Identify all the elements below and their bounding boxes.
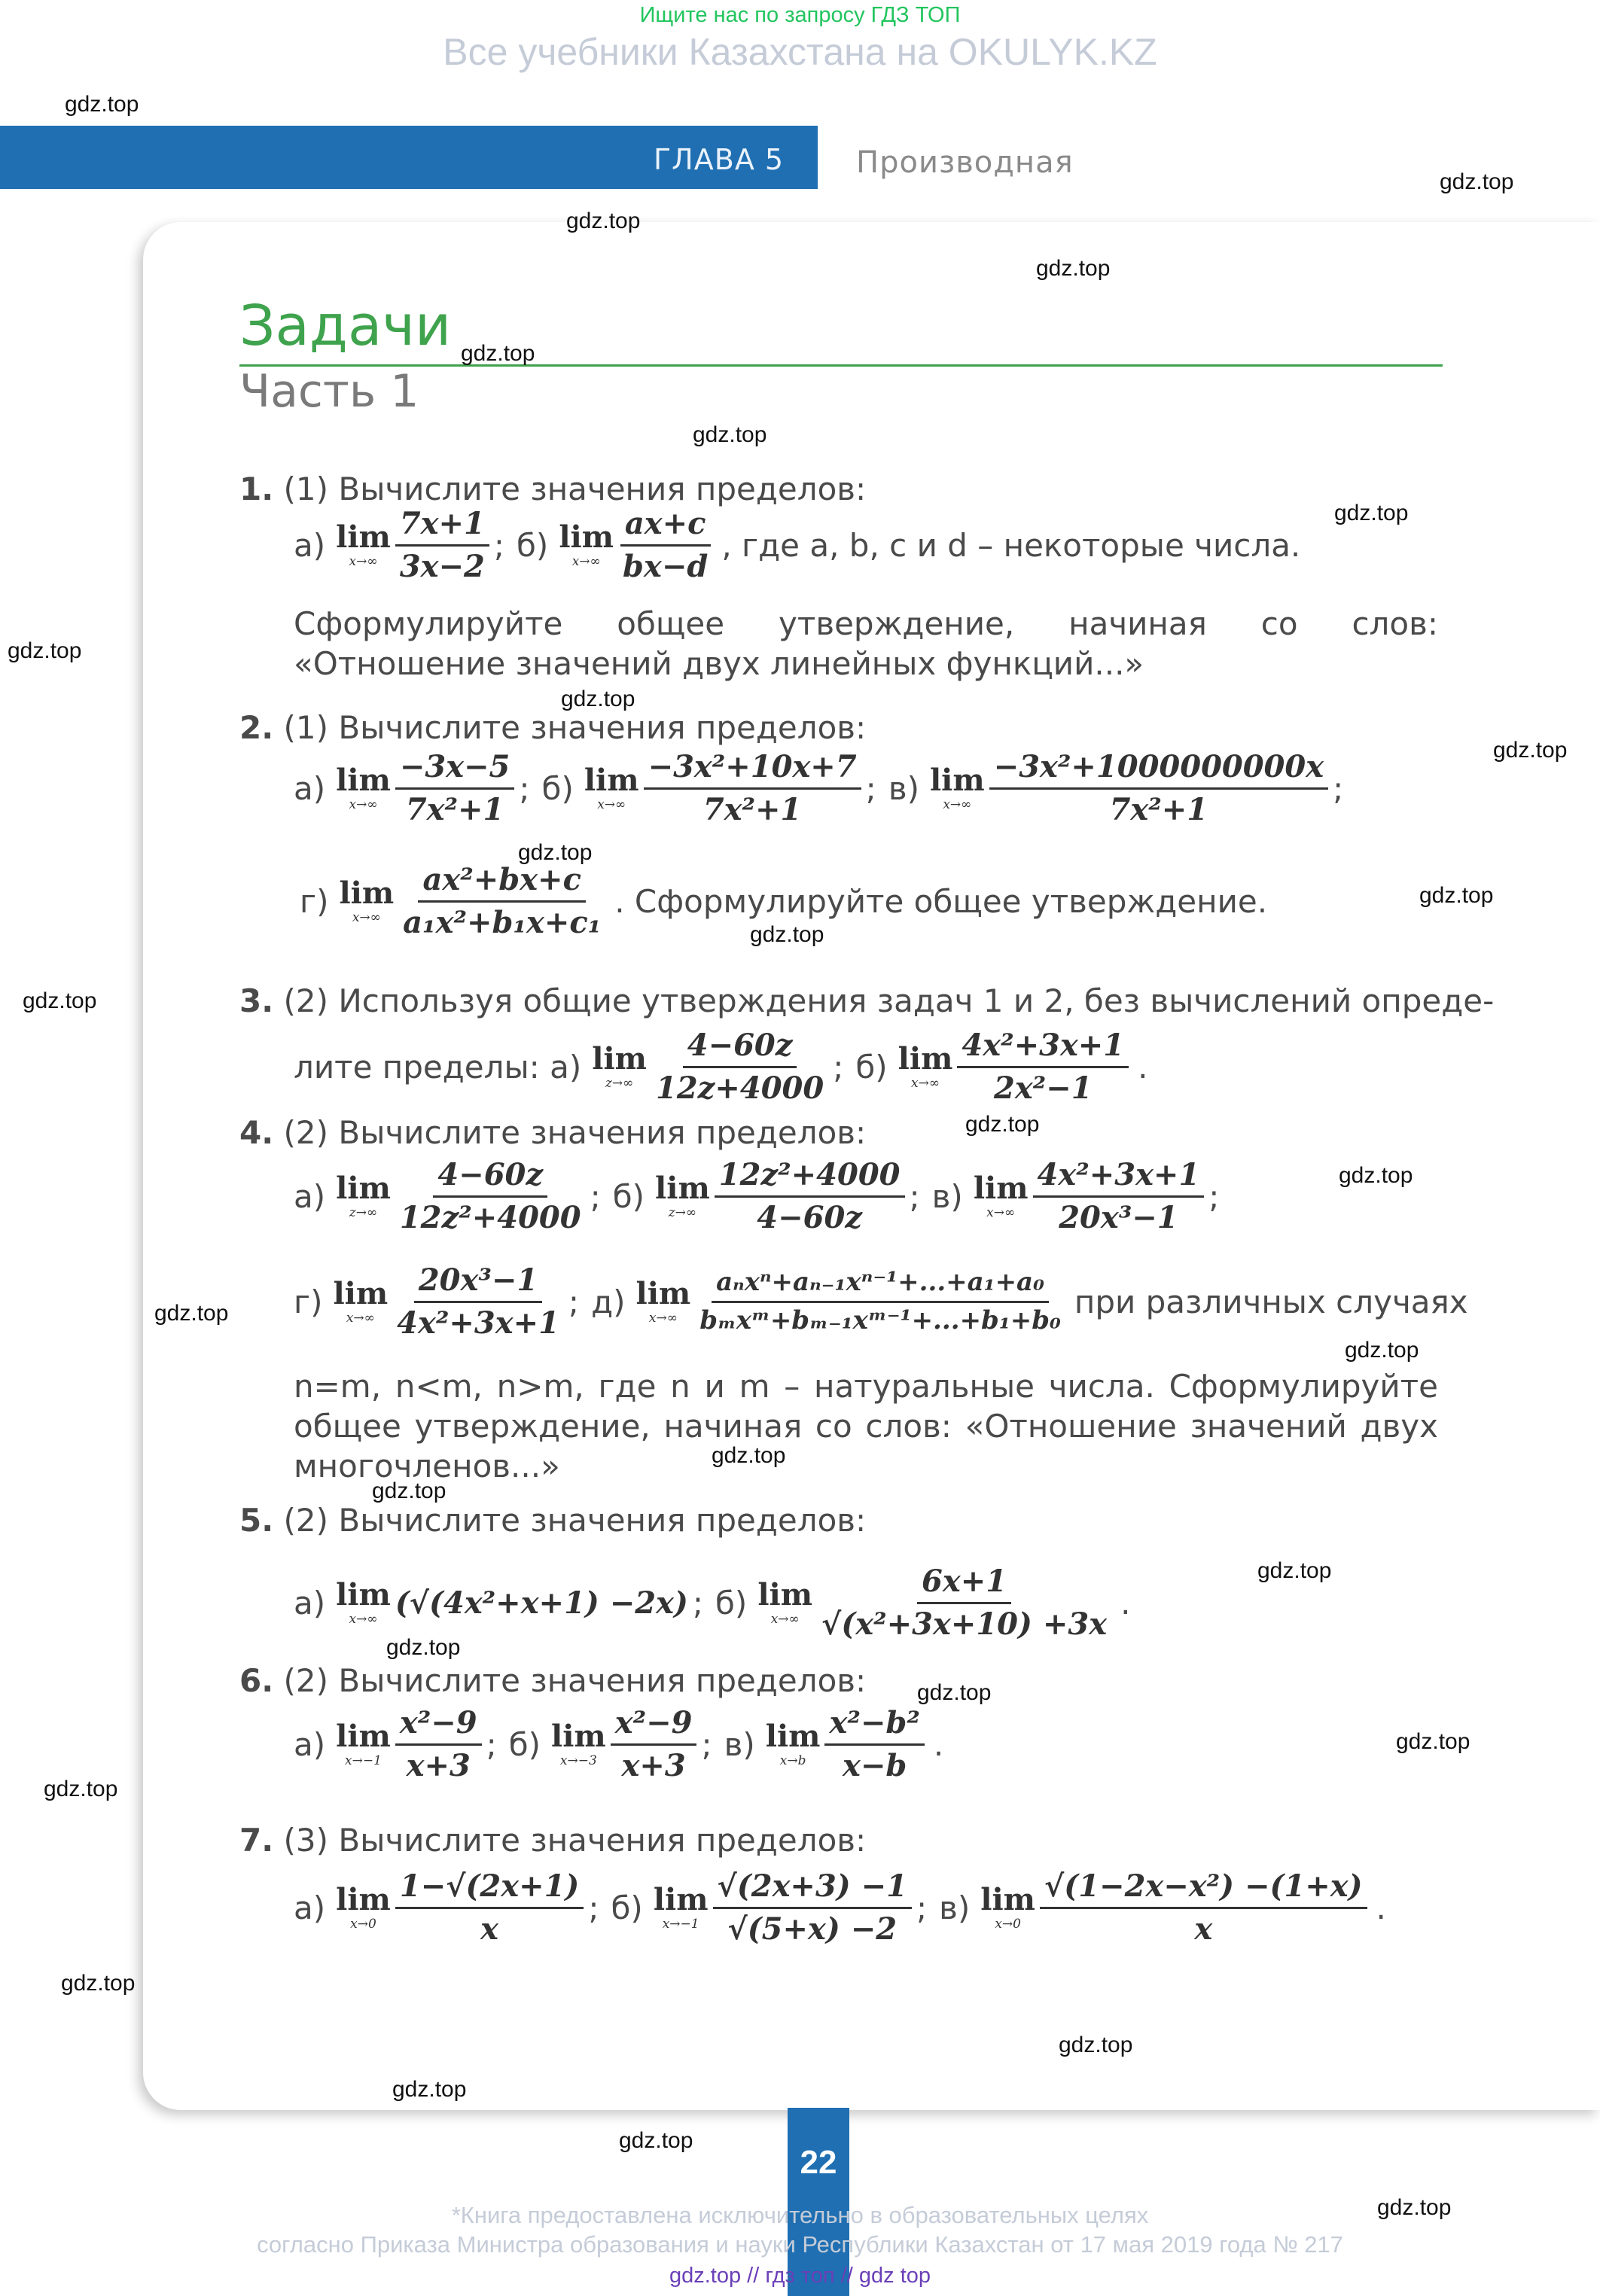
problem-4-heading: 4. (2) Вычислите значения пределов: <box>239 1114 867 1151</box>
footer-disclaimer: *Книга предоставлена исключительно в образовательных целях <box>451 2202 1149 2228</box>
problem-2-heading: 2. (1) Вычислите значения пределов: <box>239 709 867 746</box>
problem-3-heading: 3. (2) Используя общие утверждения задач 1 и 2, без вычислений опреде- <box>239 982 1495 1019</box>
problem-4-formula-row2: г) lim x→∞ $\frac{\text{20x³−1}}{\text{4x²+3x+1}}$ ; д) lim x→∞ $\frac{\text{aₙxⁿ+aₙ₋₁xⁿ⁻¹+...+a₁+a₀}}{\text{bₘxᵐ+bₘ₋₁xᵐ⁻¹+...+b₁+b₀}}$ при различных случаях <box>294 1262 1468 1341</box>
watermark: gdz.top <box>693 422 767 447</box>
section-part: Часть 1 <box>239 365 419 418</box>
problem-5-formula: а) lim x→∞ (√(4x²+x+1) −2x) ; б) lim x→∞ $\frac{6x+1}{\text{√(x²+3x+10) +3x}}$ . <box>294 1564 1131 1642</box>
problem-2-formula-row2: г) lim x→∞ $\frac{\text{ax²+bx+c}}{\text{a₁x²+b₁x+c₁}}$ . Сформулируйте общее утверждение. <box>300 862 1268 940</box>
watermark: gdz.top <box>965 1112 1040 1137</box>
watermark: gdz.top <box>386 1635 461 1660</box>
watermark: gdz.top <box>917 1680 992 1705</box>
problem-3-formula: лите пределы: а) lim z→∞ $\frac{4-60z}{12z+4000}$ ; б) lim x→∞ $\frac{\text{4x²+3x+1}}{\text{2x²−1}}$ . <box>294 1028 1148 1106</box>
promo-line: Ищите нас по запросу ГДЗ ТОП <box>639 3 961 27</box>
watermark: gdz.top <box>461 341 535 366</box>
problem-7-formula: а) lim x→0 $\frac{1-√(2x+1)}{x}$ ; б) lim x→−1 $\frac{√(2x+3) -1}{√(5+x) -2}$ ; в) lim x→0 $\frac{\text{√(1−2x−x²) −(1+x)}}{x}$ . <box>294 1868 1386 1947</box>
footer-order: согласно Приказа Министра образования и науки Республики Казахстан от 17 мая 2019 года № 217 <box>257 2231 1343 2258</box>
watermark: gdz.top <box>1059 2033 1133 2057</box>
problem-2-formula-row1: а) lim x→∞ $\frac{-3x-5}{\text{7x²+1}}$ ; б) lim x→∞ $\frac{\text{−3x²+10x+7}}{\text{7x²+1}}$ ; в) lim x→∞ $\frac{\text{−3x²+1000000000x}}{\text{7x²+1}}$ ; <box>294 749 1344 827</box>
watermark: gdz.top <box>566 209 641 233</box>
promo-title: Все учебники Казахстана на OKULYK.KZ <box>443 31 1157 73</box>
problem-1-formula: а) lim x→∞ $\frac{7x+1}{3x-2}$ ; б) lim x→∞ $\frac{ax+c}{bx-d}$ , где a, b, c и d – некоторые числа. <box>294 506 1301 584</box>
watermark: gdz.top <box>1493 738 1568 763</box>
watermark: gdz.top <box>1334 501 1409 525</box>
watermark: gdz.top <box>518 840 593 865</box>
problem-1-heading: 1. (1) Вычислите значения пределов: <box>239 470 867 507</box>
watermark: gdz.top <box>712 1443 786 1468</box>
watermark: gdz.top <box>1419 883 1494 908</box>
problem-4-text: n=m, n<m, n>m, где n и m – натуральные числа. Сформулируйте общее утверждение, начиная со слов: «Отношение значений двух многочленов...» <box>294 1368 1438 1484</box>
watermark: gdz.top <box>61 1971 136 1996</box>
watermark: gdz.top <box>1036 256 1111 281</box>
problem-4-formula-row1: а) lim z→∞ $\frac{4-60z}{\text{12z²+4000}}$ ; б) lim z→∞ $\frac{\text{12z²+4000}}{4-60z}$ ; в) lim x→∞ $\frac{\text{4x²+3x+1}}{\text{20x³−1}}$ ; <box>294 1157 1220 1235</box>
watermark: gdz.top <box>750 922 824 947</box>
page-number: 22 <box>800 2144 837 2181</box>
watermark: gdz.top <box>1396 1729 1470 1754</box>
watermark: gdz.top <box>1377 2195 1452 2220</box>
watermark: gdz.top <box>8 638 82 663</box>
footer-links: gdz.top // гдз топ // gdz top <box>669 2264 931 2288</box>
watermark: gdz.top <box>372 1478 446 1503</box>
watermark: gdz.top <box>1345 1338 1419 1363</box>
watermark: gdz.top <box>392 2077 467 2102</box>
watermark: gdz.top <box>23 988 97 1013</box>
watermark: gdz.top <box>44 1777 118 1801</box>
chapter-label: ГЛАВА 5 <box>654 143 785 176</box>
problem-7-heading: 7. (3) Вычислите значения пределов: <box>239 1822 867 1859</box>
watermark: gdz.top <box>561 687 635 711</box>
problem-6-heading: 6. (2) Вычислите значения пределов: <box>239 1662 867 1699</box>
chapter-title: Производная <box>856 145 1074 180</box>
watermark: gdz.top <box>154 1301 229 1326</box>
watermark: gdz.top <box>1339 1163 1413 1188</box>
watermark: gdz.top <box>1257 1558 1332 1583</box>
watermark: gdz.top <box>65 92 139 117</box>
watermark: gdz.top <box>619 2128 693 2153</box>
problem-5-heading: 5. (2) Вычислите значения пределов: <box>239 1502 867 1539</box>
watermark: gdz.top <box>1440 169 1514 194</box>
problem-6-formula: а) lim x→−1 $\frac{\text{x²−9}}{x+3}$ ; б) lim x→−3 $\frac{\text{x²−9}}{x+3}$ ; в) lim x→b $\frac{\text{x²−b²}}{x-b}$ . <box>294 1705 944 1783</box>
problem-1-text: Сформулируйте общее утверждение, начиная со слов: «Отношение значений двух линейных функций...» <box>294 605 1438 682</box>
section-divider <box>239 364 1443 367</box>
section-title: Задачи <box>239 294 452 358</box>
